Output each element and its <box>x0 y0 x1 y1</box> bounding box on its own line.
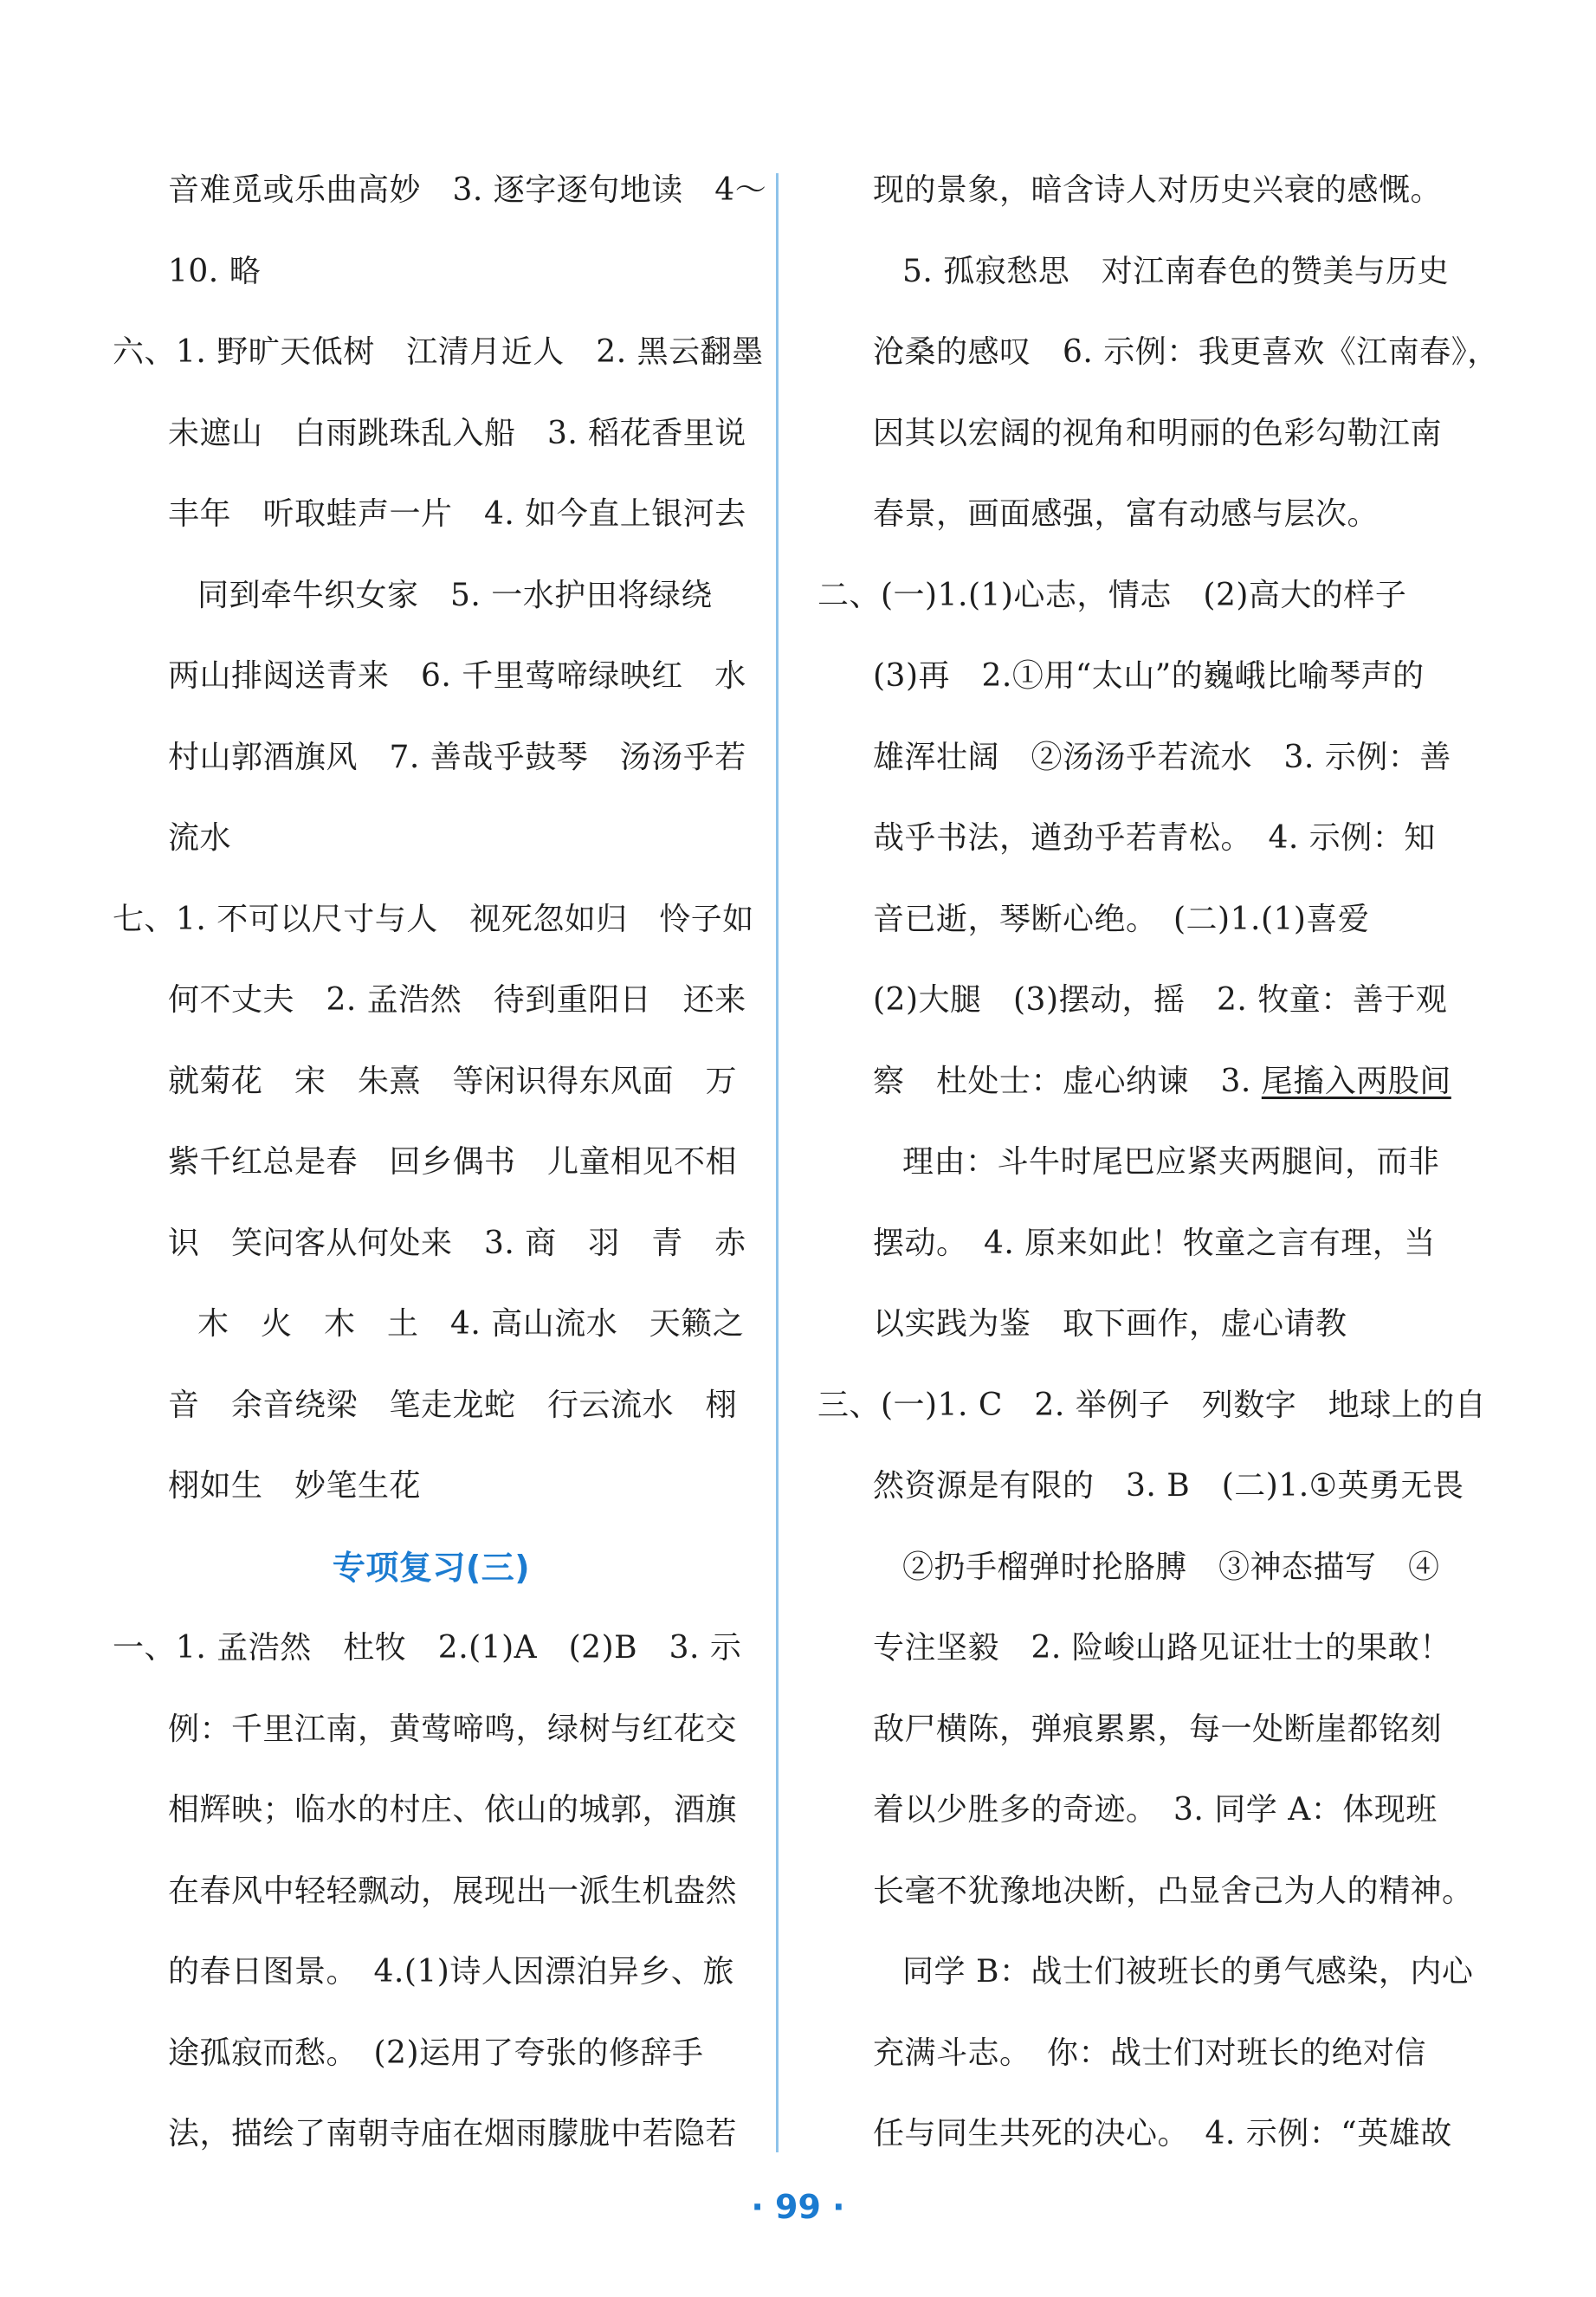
line-text: 察 杜处士：虚心纳谏 3. <box>873 1063 1262 1099</box>
text-line <box>113 1136 750 1218</box>
text-line <box>817 1704 1455 1785</box>
text-line <box>817 327 1499 408</box>
text-line <box>113 165 767 246</box>
line-text: 途孤寂而愁。 (2)运用了夸张的修辞手 <box>168 2035 704 2071</box>
text-line <box>817 1056 1455 1137</box>
line-text: 音难觅或乐曲高妙 3. 逐字逐句地读 4～ <box>168 172 767 208</box>
line-text: 三、(一)1. C 2. 举例子 列数字 地球上的自 <box>817 1387 1487 1423</box>
line-text: 在春风中轻轻飘动，展现出一派生机盎然 <box>168 1873 738 1909</box>
text-line <box>817 812 1455 894</box>
line-text: 着以少胜多的奇迹。 3. 同学 A：体现班 <box>873 1792 1438 1828</box>
line-text: 以实践为鉴 取下画作，虚心请教 <box>873 1306 1347 1342</box>
text-line <box>817 570 1455 651</box>
text-line <box>113 974 750 1056</box>
text-line <box>817 1622 1455 1704</box>
page-number: · 99 · <box>751 2188 845 2226</box>
text-line <box>113 1622 750 1704</box>
text-line <box>113 650 750 732</box>
line-text: 就菊花 宋 朱熹 等闲识得东风面 万 <box>168 1063 738 1099</box>
line-text: 法，描绘了南朝寺庙在烟雨朦胧中若隐若 <box>168 2116 738 2151</box>
text-line <box>817 1784 1455 1866</box>
line-text: (2)大腿 (3)摆动，摇 2. 牧童：善于观 <box>873 982 1448 1018</box>
text-line <box>113 1460 750 1542</box>
text-line <box>817 732 1455 813</box>
line-text: 专项复习(三) <box>332 1548 531 1587</box>
text-line <box>113 246 750 327</box>
text-line <box>817 1218 1455 1299</box>
section-title <box>113 1542 750 1623</box>
line-text: 哉乎书法，遒劲乎若青松。 4. 示例：知 <box>873 820 1436 856</box>
line-text: 木 火 木 土 4. 高山流水 天籁之 <box>197 1306 745 1342</box>
line-text: 的春日图景。 4.(1)诗人因漂泊异乡、旅 <box>168 1954 734 1990</box>
line-text: 七、1. 不可以尺寸与人 视死忽如归 怜子如 <box>113 901 754 937</box>
underlined-text: 尾搐入两股间 <box>1261 1063 1451 1099</box>
line-text: 音 余音绕梁 笔走龙蛇 行云流水 栩 <box>168 1387 738 1423</box>
text-line <box>113 2028 750 2109</box>
text-line <box>817 2108 1455 2190</box>
left-column <box>113 165 767 2190</box>
column-divider <box>776 173 779 2152</box>
line-text: 例：千里江南，黄莺啼鸣，绿树与红花交 <box>168 1711 738 1747</box>
text-line <box>817 1542 1455 1623</box>
line-text: 相辉映；临水的村庄、依山的城郭，酒旗 <box>168 1792 738 1828</box>
text-line <box>113 894 754 975</box>
text-line <box>817 1460 1464 1542</box>
line-text: 村山郭酒旗风 7. 善哉乎鼓琴 汤汤乎若 <box>168 739 746 775</box>
line-text: 何不丈夫 2. 孟浩然 待到重阳日 还来 <box>168 982 746 1018</box>
text-line <box>817 1380 1487 1461</box>
line-text: 因其以宏阔的视角和明丽的色彩勾勒江南 <box>873 415 1443 451</box>
line-text: 丰年 听取蛙声一片 4. 如今直上银河去 <box>168 496 746 532</box>
line-text: 流水 <box>168 820 232 856</box>
text-line <box>113 1946 750 2028</box>
text-line <box>113 1056 750 1137</box>
text-line <box>113 570 750 651</box>
text-line <box>817 489 1455 570</box>
line-text: 未遮山 白雨跳珠乱入船 3. 稻花香里说 <box>168 415 746 451</box>
line-text: 现的景象，暗含诗人对历史兴衰的感慨。 <box>873 172 1443 208</box>
line-text: 六、1. 野旷天低树 江清月近人 2. 黑云翻墨 <box>113 334 764 370</box>
text-line <box>817 165 1455 246</box>
line-text: ②扔手榴弹时抡胳膊 ③神态描写 ④ <box>902 1549 1440 1585</box>
text-line <box>817 1136 1455 1218</box>
line-text: 理由：斗牛时尾巴应紧夹两腿间，而非 <box>902 1144 1440 1180</box>
line-text: 二、(一)1.(1)心志，情志 (2)高大的样子 <box>817 577 1407 613</box>
line-text: 10. 略 <box>168 253 262 289</box>
text-line <box>113 1704 750 1785</box>
line-text: 同到牵牛织女家 5. 一水护田将绿绕 <box>197 577 713 613</box>
line-text: 同学 B：战士们被班长的勇气感染，内心 <box>902 1954 1474 1990</box>
text-line <box>113 408 750 489</box>
text-line <box>113 732 750 813</box>
line-text: 5. 孤寂愁思 对江南春色的赞美与历史 <box>902 253 1450 289</box>
text-line <box>113 1218 750 1299</box>
line-text: (3)再 2.①用“太山”的巍峨比喻琴声的 <box>873 658 1425 694</box>
line-text: 识 笑问客从何处来 3. 商 羽 青 赤 <box>168 1225 746 1261</box>
line-text: 任与同生共死的决心。 4. 示例：“英雄故 <box>873 2116 1452 2151</box>
line-text: 雄浑壮阔 ②汤汤乎若流水 3. 示例：善 <box>873 739 1451 775</box>
text-line <box>113 1380 750 1461</box>
line-text: 音已逝，琴断心绝。 (二)1.(1)喜爱 <box>873 901 1370 937</box>
line-text: 专注坚毅 2. 险峻山路见证壮士的果敢！ <box>873 1630 1451 1666</box>
line-text: 一、1. 孟浩然 杜牧 2.(1)A (2)B 3. 示 <box>113 1630 742 1666</box>
line-text: 两山排闼送青来 6. 千里莺啼绿映红 水 <box>168 658 746 694</box>
text-line <box>113 489 750 570</box>
text-line <box>113 1298 750 1380</box>
text-line <box>817 408 1455 489</box>
text-line <box>817 246 1455 327</box>
text-line <box>113 1784 750 1866</box>
text-line <box>817 1298 1455 1380</box>
text-line <box>113 1866 750 1947</box>
text-line <box>817 2028 1455 2109</box>
line-text: 春景，画面感强，富有动感与层次。 <box>873 496 1380 532</box>
text-line <box>817 894 1455 975</box>
line-text: 充满斗志。 你：战士们对班长的绝对信 <box>873 2035 1427 2071</box>
text-line <box>113 327 764 408</box>
line-text: 沧桑的感叹 6. 示例：我更喜欢《江南春》， <box>873 334 1499 370</box>
text-line <box>817 1866 1474 1947</box>
line-text: 紫千红总是春 回乡偶书 儿童相见不相 <box>168 1144 738 1180</box>
line-text: 栩如生 妙笔生花 <box>168 1468 422 1504</box>
text-line <box>113 2108 750 2190</box>
right-column <box>817 165 1499 2190</box>
text-line <box>817 1946 1474 2028</box>
text-line <box>113 812 750 894</box>
text-line <box>817 974 1455 1056</box>
line-text: 长毫不犹豫地决断，凸显舍己为人的精神。 <box>873 1873 1474 1909</box>
line-text: 摆动。 4. 原来如此！牧童之言有理，当 <box>873 1225 1436 1261</box>
line-text: 然资源是有限的 3. B (二)1.①英勇无畏 <box>873 1468 1464 1504</box>
text-line <box>817 650 1455 732</box>
line-text: 敌尸横陈，弹痕累累，每一处断崖都铭刻 <box>873 1711 1443 1747</box>
